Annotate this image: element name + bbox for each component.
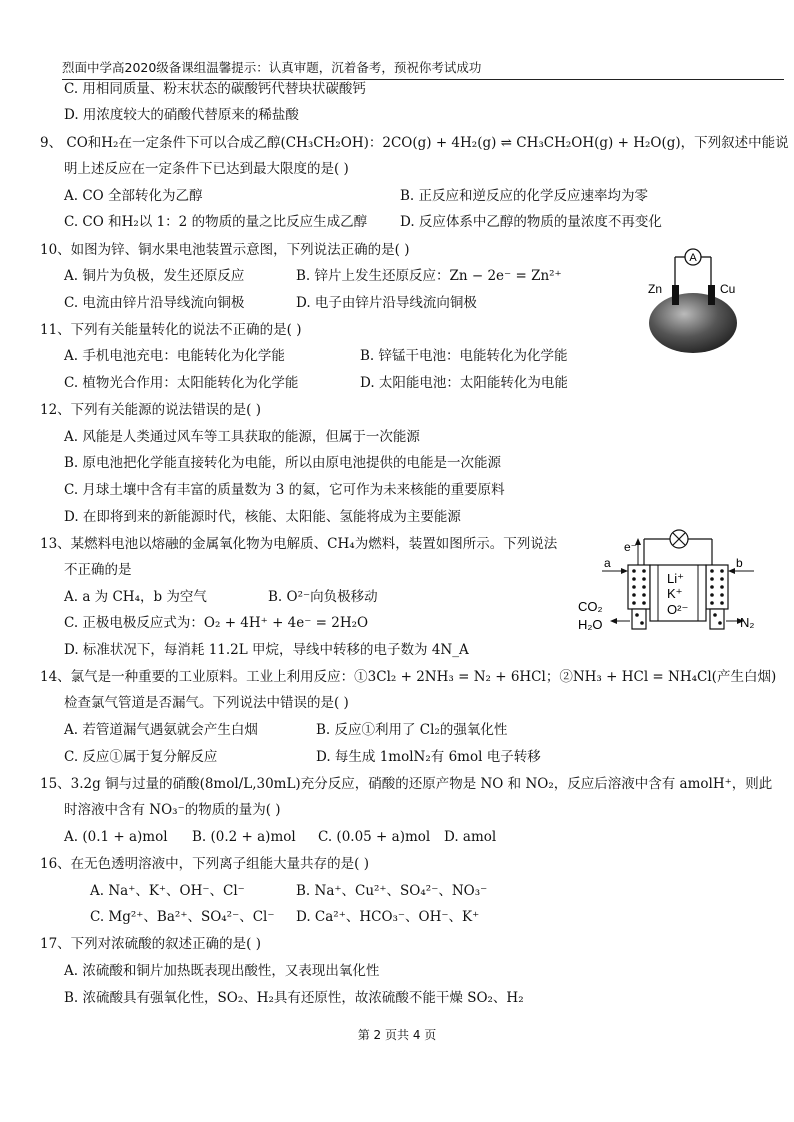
page-footer: 第 2 页共 4 页: [357, 1028, 437, 1042]
cu-label: Cu: [720, 282, 736, 296]
text-line: A. CO 全部转化为乙醇: [64, 188, 203, 204]
text-line: 明上述反应在一定条件下已达到最大限度的是( ): [64, 161, 349, 177]
text-line: 10、如图为锌、铜水果电池装置示意图，下列说法正确的是( ): [40, 242, 410, 258]
text-line: B. 锌锰干电池：电能转化为化学能: [360, 348, 568, 364]
text-line: A. 手机电池充电：电能转化为化学能: [64, 348, 285, 364]
text-line: D. 反应体系中乙醇的物质的量浓度不再变化: [400, 214, 662, 230]
b-label: b: [736, 556, 743, 570]
text-line: D. 每生成 1molN₂有 6mol 电子转移: [316, 749, 541, 765]
n2-label: N₂: [740, 615, 755, 630]
text-line: B. (0.2 + a)mol: [192, 829, 296, 845]
page-header: 烈面中学高2020级备课组温馨提示：认真审题，沉着备考，预祝你考试成功: [62, 58, 784, 80]
text-line: C. 月球土壤中含有丰富的质量数为 3 的氦，它可作为未来核能的重要原料: [64, 482, 505, 498]
text-line: D. 电子由锌片沿导线流向铜极: [296, 295, 477, 311]
electron-label: e⁻: [624, 540, 638, 554]
text-line: C. (0.05 + a)mol: [318, 829, 431, 845]
text-line: B. Na⁺、Cu²⁺、SO₄²⁻、NO₃⁻: [296, 883, 488, 899]
text-line: B. 浓硫酸具有强氧化性，SO₂、H₂具有还原性，故浓硫酸不能干燥 SO₂、H₂: [64, 990, 524, 1006]
text-line: 11、下列有关能量转化的说法不正确的是( ): [40, 322, 302, 338]
text-line: C. 植物光合作用：太阳能转化为化学能: [64, 375, 299, 391]
text-line: A. 若管道漏气遇氨就会产生白烟: [64, 722, 258, 738]
text-line: 时溶液中含有 NO₃⁻的物质的量为( ): [64, 802, 281, 818]
co2-label: CO₂: [578, 599, 603, 614]
text-line: 16、在无色透明溶液中，下列离子组能大量共存的是( ): [40, 856, 370, 872]
text-line: A. (0.1 + a)mol: [64, 829, 168, 845]
text-line: D. Ca²⁺、HCO₃⁻、OH⁻、K⁺: [296, 909, 480, 925]
oxide-ion-label: O²⁻: [667, 602, 689, 617]
text-line: A. Na⁺、K⁺、OH⁻、Cl⁻: [90, 883, 245, 899]
text-line: 12、下列有关能源的说法错误的是( ): [40, 402, 262, 418]
text-line: C. 电流由锌片沿导线流向铜极: [64, 295, 245, 311]
text-line: D. 标准状况下，每消耗 11.2L 甲烷，导线中转移的电子数为 4N_A: [64, 642, 469, 658]
text-line: B. 反应①利用了 Cl₂的强氧化性: [316, 722, 508, 738]
text-line: A. 浓硫酸和铜片加热既表现出酸性，又表现出氧化性: [64, 963, 380, 979]
text-line: 不正确的是: [64, 562, 132, 578]
text-line: D. amol: [444, 829, 497, 845]
text-line: B. 原电池把化学能直接转化为电能，所以由原电池提供的电能是一次能源: [64, 455, 502, 471]
zn-label: Zn: [648, 282, 663, 296]
text-line: 13、某燃料电池以熔融的金属氧化物为电解质、CH₄为燃料，装置如图所示。下列说法: [40, 536, 558, 552]
text-line: D. 用浓度较大的硝酸代替原来的稀盐酸: [64, 107, 299, 123]
text-line: 检查氯气管道是否漏气。下列说法中错误的是( ): [64, 695, 349, 711]
text-line: C. Mg²⁺、Ba²⁺、SO₄²⁻、Cl⁻: [90, 909, 275, 925]
fruit-battery-figure: [638, 245, 748, 355]
text-line: A. a 为 CH₄，b 为空气: [64, 589, 207, 605]
fuel-cell-figure: [574, 527, 764, 639]
text-line: B. 锌片上发生还原反应：Zn − 2e⁻ = Zn²⁺: [296, 268, 562, 284]
text-line: C. CO 和H₂以 1：2 的物质的量之比反应生成乙醇: [64, 214, 368, 230]
text-line: A. 风能是人类通过风车等工具获取的能源，但属于一次能源: [64, 429, 420, 445]
ammeter-label: A: [689, 252, 697, 264]
text-line: C. 用相同质量、粉末状态的碳酸钙代替块状碳酸钙: [64, 81, 366, 97]
text-line: B. 正反应和逆反应的化学反应速率均为零: [400, 188, 649, 204]
text-line: D. 在即将到来的新能源时代，核能、太阳能、氢能将成为主要能源: [64, 509, 461, 525]
text-line: 14、氯气是一种重要的工业原料。工业上利用反应：①3Cl₂ + 2NH₃ = N₂ + 6HCl；②NH₃ + HCl = NH₄Cl(产生白烟): [40, 669, 777, 685]
text-line: B. O²⁻向负极移动: [268, 589, 378, 605]
text-line: A. 铜片为负极，发生还原反应: [64, 268, 245, 284]
k-ion-label: K⁺: [667, 586, 683, 601]
a-label: a: [604, 556, 611, 570]
h2o-label: H₂O: [578, 617, 603, 632]
text-line: 9、 CO和H₂在一定条件下可以合成乙醇(CH₃CH₂OH)：2CO(g) + 4H₂(g) ⇌ CH₃CH₂OH(g) + H₂O(g)，下列叙述中能说: [40, 135, 789, 151]
text-line: C. 反应①属于复分解反应: [64, 749, 218, 765]
text-line: C. 正极电极反应式为：O₂ + 4H⁺ + 4e⁻ = 2H₂O: [64, 615, 369, 631]
li-ion-label: Li⁺: [667, 571, 684, 586]
text-line: 17、下列对浓硫酸的叙述正确的是( ): [40, 936, 262, 952]
text-line: 15、3.2g 铜与过量的硝酸(8mol/L,30mL)充分反应，硝酸的还原产物是 NO 和 NO₂，反应后溶液中含有 amolH⁺，则此: [40, 776, 773, 792]
text-line: D. 太阳能电池：太阳能转化为电能: [360, 375, 568, 391]
